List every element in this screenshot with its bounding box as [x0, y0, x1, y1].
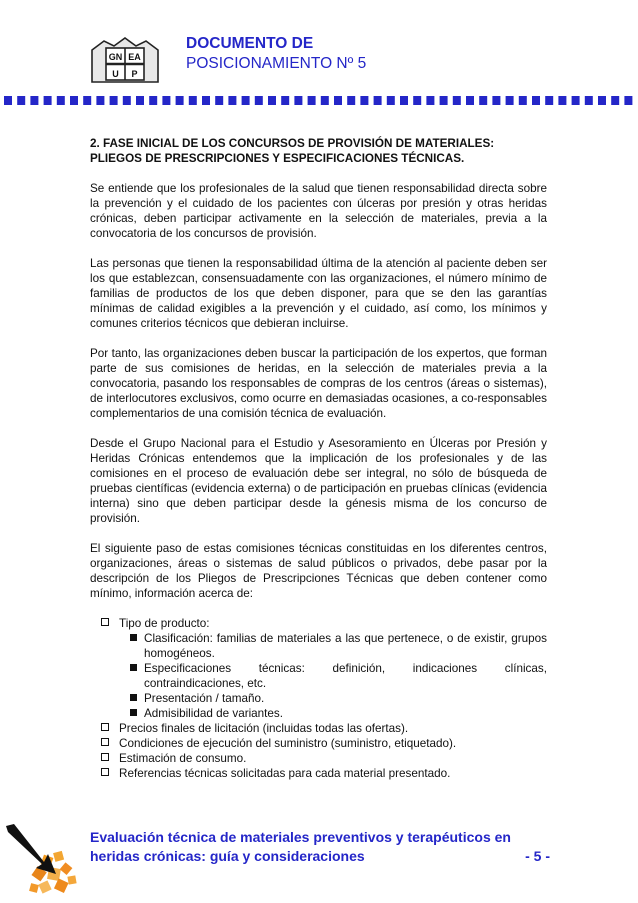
- sub-list-item-text: Clasificación: familias de materiales a las que pertenece, o de existir, grupos homogéneos.: [144, 632, 547, 660]
- logo-letters-p: P: [131, 69, 138, 79]
- separator-dot: [453, 96, 461, 105]
- document-header-title: [186, 34, 366, 74]
- list-item: [90, 616, 547, 631]
- separator-dot: [255, 96, 263, 105]
- separator-dot: [30, 96, 38, 105]
- separator-dot: [545, 96, 553, 105]
- separator-dot: [440, 96, 448, 105]
- list-item: [90, 751, 547, 766]
- list-item-text: Referencias técnicas solicitadas para cada material presentado.: [119, 767, 451, 780]
- separator-dot: [294, 96, 302, 105]
- square-bullet-icon: [130, 709, 137, 716]
- separator-dot: [110, 96, 118, 105]
- separator-dot: [123, 96, 131, 105]
- separator-dot: [611, 96, 619, 105]
- separator-dot: [558, 96, 566, 105]
- sub-list-item: [120, 691, 547, 706]
- separator-dot: [387, 96, 395, 105]
- separator-dot: [519, 96, 527, 105]
- checkbox-bullet-icon: [101, 768, 109, 776]
- separator-dot: [334, 96, 342, 105]
- list-item-text: Tipo de producto:: [119, 617, 210, 630]
- separator-dot: [624, 96, 632, 105]
- footer-line2: heridas crónicas: guía y consideraciones: [90, 848, 365, 864]
- separator-dot: [413, 96, 421, 105]
- separator-dot: [492, 96, 500, 105]
- separator-dot: [202, 96, 210, 105]
- sub-list: [90, 631, 547, 721]
- separator-dot: [598, 96, 606, 105]
- paragraph-2: Las personas que tienen la responsabilidad última de la atención al paciente deben ser los que establezcan, consensuadamente con las organizaciones, el número mínimo de familias de productos de los que deben disponer, para que se den las garantías mínimas de calidad exigibles a la prevención y el cuidado, así como, los mínimos y comunes criterios técnicos que debieran incluirse.: [90, 257, 547, 330]
- separator-dot: [426, 96, 434, 105]
- header-title-line1: DOCUMENTO DE: [186, 35, 314, 52]
- sub-list-item: [120, 661, 547, 691]
- separator-dot: [506, 96, 514, 105]
- page-number: - 5 -: [525, 848, 550, 864]
- separator-dot: [479, 96, 487, 105]
- sub-list-item-text: Especificaciones técnicas: definición, indicaciones clínicas, contraindicaciones, etc.: [144, 662, 547, 690]
- document-footer: [90, 828, 550, 866]
- paragraph-4: Desde el Grupo Nacional para el Estudio y Asesoramiento en Úlceras por Presión y Heridas Crónicas entendemos que la implicación de los profesionales y de las comisiones en el proceso de evaluación debe ser integral, no sólo de búsqueda de pruebas científicas (evidencia externa) o de participación en pruebas clínicas (evidencia interna) sino que deben participar desde la génesis misma de los concurso de provisión.: [90, 437, 547, 525]
- separator-dot: [572, 96, 580, 105]
- separator-dot: [400, 96, 408, 105]
- list-item-text: Estimación de consumo.: [119, 752, 247, 765]
- separator-dot: [308, 96, 316, 105]
- list-item: [90, 721, 547, 736]
- separator-dot: [360, 96, 368, 105]
- separator-dot: [70, 96, 78, 105]
- separator-dot: [585, 96, 593, 105]
- separator-dot: [136, 96, 144, 105]
- logo-letters-gn: GN: [108, 52, 123, 62]
- separator-dot: [57, 96, 65, 105]
- separator-dot: [228, 96, 236, 105]
- square-bullet-icon: [130, 634, 137, 641]
- sub-list-item-text: Admisibilidad de variantes.: [144, 707, 284, 720]
- paragraph-5: El siguiente paso de estas comisiones técnicas constituidas en los diferentes centros, organizaciones, áreas o sistemas de salud públicos o privados, debe pasar por la descripción de los Pliegos de Prescripciones Técnicas que deben contener como mínimo, información acerca de:: [90, 542, 547, 600]
- footer-line1: Evaluación técnica de materiales preventivos y terapéuticos en: [90, 829, 511, 845]
- document-body: [90, 136, 547, 781]
- list-item-text: Precios finales de licitación (incluidas todas las ofertas).: [119, 722, 409, 735]
- separator-dot: [321, 96, 329, 105]
- gneaupp-logo: [90, 36, 160, 84]
- footer-line2-row: [90, 847, 550, 866]
- logo-letters-u: U: [112, 69, 119, 79]
- checkbox-bullet-icon: [101, 738, 109, 746]
- paragraph-3: Por tanto, las organizaciones deben buscar la participación de los expertos, que forman parte de sus comisiones de heridas, en la selección de materiales previa a la convocatoria, pasando los responsables de compras de los centros (áreas o sistemas), de interlocutores exclusivos, como ocurre en demasiadas ocasiones, a co-responsables complementarios de una comisión técnica de evaluación.: [90, 347, 547, 420]
- sub-list-item-text: Presentación / tamaño.: [144, 692, 265, 705]
- separator-dot: [347, 96, 355, 105]
- arrow-logo-icon: [4, 822, 84, 898]
- separator-dot: [268, 96, 276, 105]
- sub-list-container: [90, 631, 547, 721]
- paragraph-1: Se entiende que los profesionales de la salud que tienen responsabilidad directa sobre la prevención y el cuidado de los pacientes con úlceras por presión y otras heridas crónicas, deben participar activamente en la selección de materiales, previa a la convocatoria de los concursos de provisión.: [90, 182, 547, 240]
- separator-dot: [44, 96, 52, 105]
- list-item: [90, 766, 547, 781]
- separator-dot: [466, 96, 474, 105]
- checkbox-bullet-icon: [101, 618, 109, 626]
- checkbox-bullet-icon: [101, 753, 109, 761]
- header-title-line2: POSICIONAMIENTO Nº 5: [186, 55, 367, 72]
- header-dotted-separator: [0, 96, 638, 106]
- separator-dot: [189, 96, 197, 105]
- section-heading: 2. FASE INICIAL DE LOS CONCURSOS DE PROVISIÓN DE MATERIALES: PLIEGOS DE PRESCRIPCIONES Y ESPECIFICACIONES TÉCNICAS.: [90, 137, 495, 165]
- separator-dot: [96, 96, 104, 105]
- separator-dot: [374, 96, 382, 105]
- separator-dot: [17, 96, 25, 105]
- separator-dot: [281, 96, 289, 105]
- square-bullet-icon: [130, 694, 137, 701]
- separator-dot: [215, 96, 223, 105]
- separator-dot: [4, 96, 12, 105]
- separator-dot: [242, 96, 250, 105]
- square-bullet-icon: [130, 664, 137, 671]
- separator-dot: [83, 96, 91, 105]
- separator-dot: [162, 96, 170, 105]
- sub-list-item: [120, 631, 547, 661]
- logo-letters-ea: EA: [128, 52, 141, 62]
- separator-dot: [176, 96, 184, 105]
- separator-dot: [149, 96, 157, 105]
- sub-list-item: [120, 706, 547, 721]
- checkbox-bullet-icon: [101, 723, 109, 731]
- requirements-list: [90, 616, 547, 781]
- list-item-text: Condiciones de ejecución del suministro (suministro, etiquetado).: [119, 737, 457, 750]
- list-item: [90, 736, 547, 751]
- separator-dot: [532, 96, 540, 105]
